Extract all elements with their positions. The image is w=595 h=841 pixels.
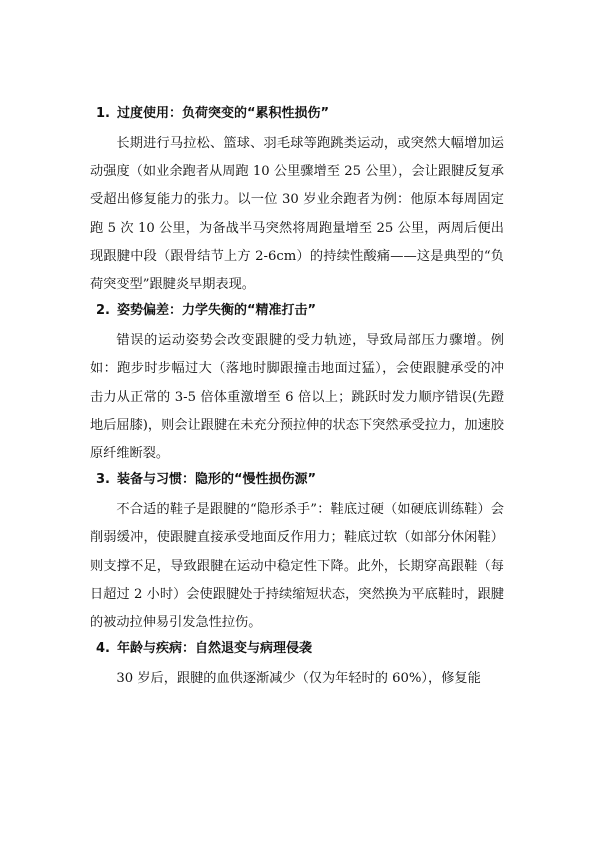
section-heading-4	[96, 639, 504, 659]
section-title: 过度使用：负荷突变的“累积性损伤”	[116, 106, 330, 121]
section-title: 年龄与疾病：自然退变与病理侵袭	[116, 641, 312, 657]
section-heading-1	[96, 104, 504, 124]
section-heading-2	[96, 301, 504, 321]
section-heading-3	[96, 470, 504, 490]
section-number: 3.	[96, 472, 110, 488]
section-number: 4.	[96, 641, 110, 657]
section-paragraph-1: 长期进行马拉松、篮球、羽毛球等跑跳类运动，或突然大幅增加运动强度（如业余跑者从周跑 10 公里骤增至 25 公里），会让跟腱反复承受超出修复能力的张力。以一位 30 岁业余跑者为例：他原本每周固定跑 5 次 10 公里，为备战半马突然将周跑量增至 25 公里，两周后便出现跟腱中段（跟骨结节上方 2-6cm）的持续性酸痛——这是典型的“负荷突变型”跟腱炎早期表现。	[90, 136, 504, 293]
section-title: 姿势偏差：力学失衡的“精准打击”	[116, 303, 317, 319]
section-number: 1.	[96, 106, 110, 121]
section-title: 装备与习惯：隐形的“慢性损伤源”	[116, 472, 317, 488]
section-paragraph-3: 不合适的鞋子是跟腱的“隐形杀手”：鞋底过硬（如硬底训练鞋）会削弱缓冲，使跟腱直接承受地面反作用力；鞋底过软（如部分休闲鞋）则支撑不足，导致跟腱在运动中稳定性下降。此外，长期穿高跟鞋（每日超过 2 小时）会使跟腱处于持续缩短状态，突然换为平底鞋时，跟腱的被动拉伸易引发急性拉伤。	[90, 502, 504, 631]
section-number: 2.	[96, 303, 110, 319]
section-paragraph-2: 错误的运动姿势会改变跟腱的受力轨迹，导致局部压力骤增。例如：跑步时步幅过大（落地时脚跟撞击地面过猛），会使跟腱承受的冲击力从正常的 3-5 倍体重激增至 6 倍以上；跳跃时发力顺序错误(先蹬地后屈膝)，则会让跟腱在未充分预拉伸的状态下突然承受拉力，加速胶原纤维断裂。	[90, 333, 504, 462]
document-body	[90, 104, 504, 695]
section-paragraph-4: 30 岁后，跟腱的血供逐渐减少（仅为年轻时的 60%），修复能	[116, 671, 481, 687]
